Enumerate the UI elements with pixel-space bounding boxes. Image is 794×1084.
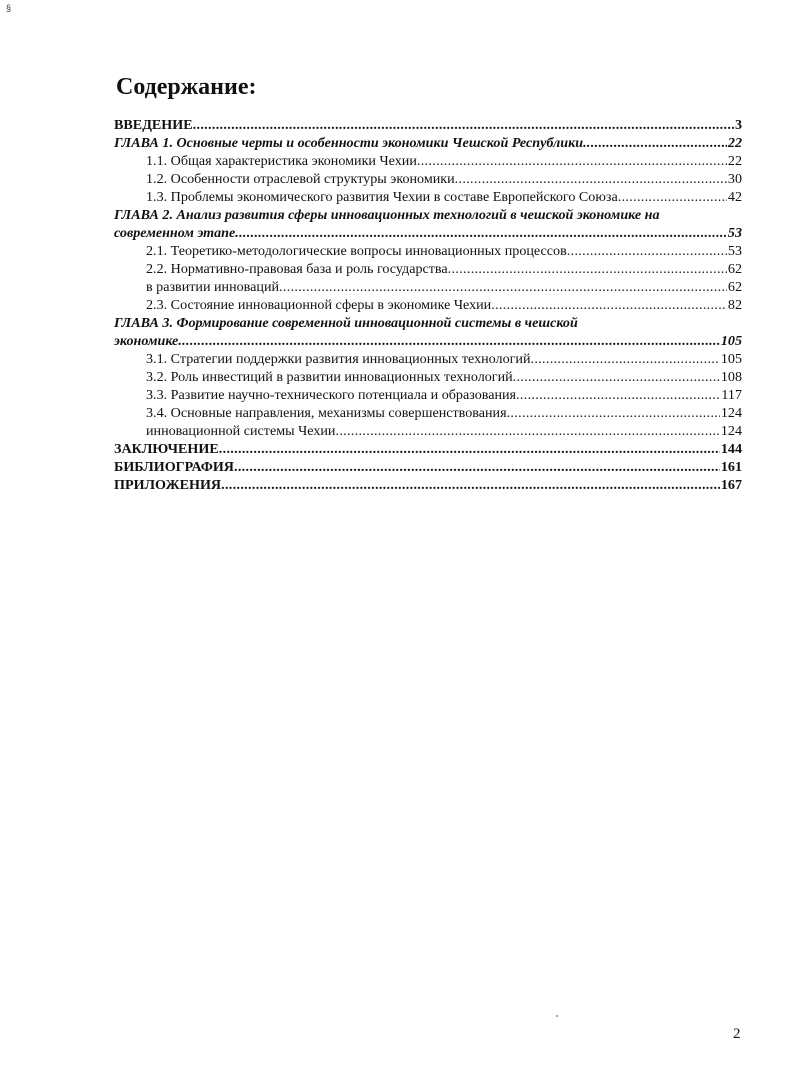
toc-leader-dots <box>618 188 727 206</box>
toc-entry-page: 62 <box>727 261 742 277</box>
toc-entry-page: 108 <box>720 369 742 385</box>
toc-entry-title: 3.3. Развитие научно-технического потенциала и образования <box>146 387 517 403</box>
toc-entry-page: 22 <box>727 135 742 151</box>
toc-leader-dots <box>193 116 734 134</box>
toc-leader-dots <box>178 332 720 350</box>
toc-entry-page: 30 <box>727 171 742 187</box>
toc-entry-page: 53 <box>727 243 742 259</box>
toc-entry-title: ВВЕДЕНИЕ <box>114 117 193 133</box>
toc-entry <box>114 476 742 494</box>
toc-entry-page: 82 <box>727 297 742 313</box>
toc-entry <box>114 242 742 260</box>
toc-entry-title: ПРИЛОЖЕНИЯ <box>114 477 222 493</box>
toc-entry <box>114 278 742 296</box>
toc-leader-dots <box>448 260 727 278</box>
toc-entry <box>114 296 742 314</box>
table-of-contents <box>114 116 742 494</box>
toc-entry-title: 1.1. Общая характеристика экономики Чехии <box>146 153 417 169</box>
toc-leader-dots <box>235 224 727 242</box>
toc-entry-title: 2.2. Нормативно-правовая база и роль государства <box>146 261 448 277</box>
toc-entry <box>114 350 742 368</box>
toc-leader-dots <box>583 134 727 152</box>
toc-entry-title: современном этапе <box>114 225 236 241</box>
toc-entry <box>114 404 742 422</box>
toc-entry-page: 42 <box>727 189 742 205</box>
toc-entry <box>114 440 742 458</box>
toc-entry <box>114 170 742 188</box>
toc-entry-title: ГЛАВА 3. Формирование современной инновационной системы в чешской <box>114 315 578 331</box>
toc-entry-title: БИБЛИОГРАФИЯ <box>114 459 234 475</box>
corner-mark: § <box>6 3 12 13</box>
toc-entry-page: 62 <box>727 279 742 295</box>
scan-speck <box>556 1015 558 1017</box>
toc-leader-dots <box>507 404 720 422</box>
toc-leader-dots <box>335 422 719 440</box>
toc-entry-page: 22 <box>727 153 742 169</box>
toc-entry-page: 144 <box>720 441 742 457</box>
toc-entry-title: 1.3. Проблемы экономического развития Чехии в составе Европейского Союза <box>146 189 618 205</box>
page-number: 2 <box>733 1026 741 1042</box>
toc-entry-page: 117 <box>721 387 742 403</box>
toc-entry-title: 3.4. Основные направления, механизмы совершенствования <box>146 405 507 421</box>
toc-leader-dots <box>221 476 720 494</box>
toc-leader-dots <box>513 368 720 386</box>
toc-entry <box>114 458 742 476</box>
toc-entry <box>114 116 742 134</box>
toc-entry-page: 167 <box>720 477 742 493</box>
toc-entry-title: ЗАКЛЮЧЕНИЕ <box>114 441 219 457</box>
toc-leader-dots <box>567 242 727 260</box>
toc-entry-page: 124 <box>720 405 742 421</box>
toc-leader-dots <box>455 170 727 188</box>
toc-entry-title: 1.2. Особенности отраслевой структуры экономики <box>146 171 455 187</box>
toc-entry-page: 3 <box>734 117 742 133</box>
toc-entry-title: 3.1. Стратегии поддержки развития инновационных технологий <box>146 351 531 367</box>
toc-entry <box>114 134 742 152</box>
toc-leader-dots <box>234 458 720 476</box>
toc-entry <box>114 206 742 224</box>
toc-entry-title: экономике <box>114 333 179 349</box>
toc-entry-title: 2.3. Состояние инновационной сферы в экономике Чехии <box>146 297 492 313</box>
toc-leader-dots <box>530 350 719 368</box>
toc-entry <box>114 224 742 242</box>
toc-heading: Содержание: <box>116 74 257 100</box>
toc-entry-title: в развитии инноваций <box>146 279 280 295</box>
toc-entry-page: 53 <box>727 225 742 241</box>
toc-entry-title: 3.2. Роль инвестиций в развитии инновационных технологий <box>146 369 513 385</box>
toc-leader-dots <box>516 386 720 404</box>
toc-entry-title: ГЛАВА 1. Основные черты и особенности экономики Чешской Республики <box>114 135 584 151</box>
toc-entry-title: ГЛАВА 2. Анализ развития сферы инновационных технологий в чешской экономике на <box>114 207 660 223</box>
toc-entry <box>114 332 742 350</box>
toc-entry <box>114 368 742 386</box>
toc-entry-page: 105 <box>720 333 742 349</box>
toc-entry <box>114 188 742 206</box>
toc-leader-dots <box>417 152 727 170</box>
toc-entry-page: 161 <box>720 459 742 475</box>
toc-leader-dots <box>279 278 727 296</box>
toc-entry <box>114 422 742 440</box>
toc-entry-title: инновационной системы Чехии <box>146 423 336 439</box>
toc-entry-page: 105 <box>720 351 742 367</box>
toc-entry <box>114 386 742 404</box>
toc-entry <box>114 260 742 278</box>
toc-entry <box>114 152 742 170</box>
toc-leader-dots <box>491 296 727 314</box>
toc-entry-title: 2.1. Теоретико-методологические вопросы инновационных процессов <box>146 243 567 259</box>
toc-leader-dots <box>219 440 720 458</box>
toc-entry <box>114 314 742 332</box>
toc-entry-page: 124 <box>720 423 742 439</box>
